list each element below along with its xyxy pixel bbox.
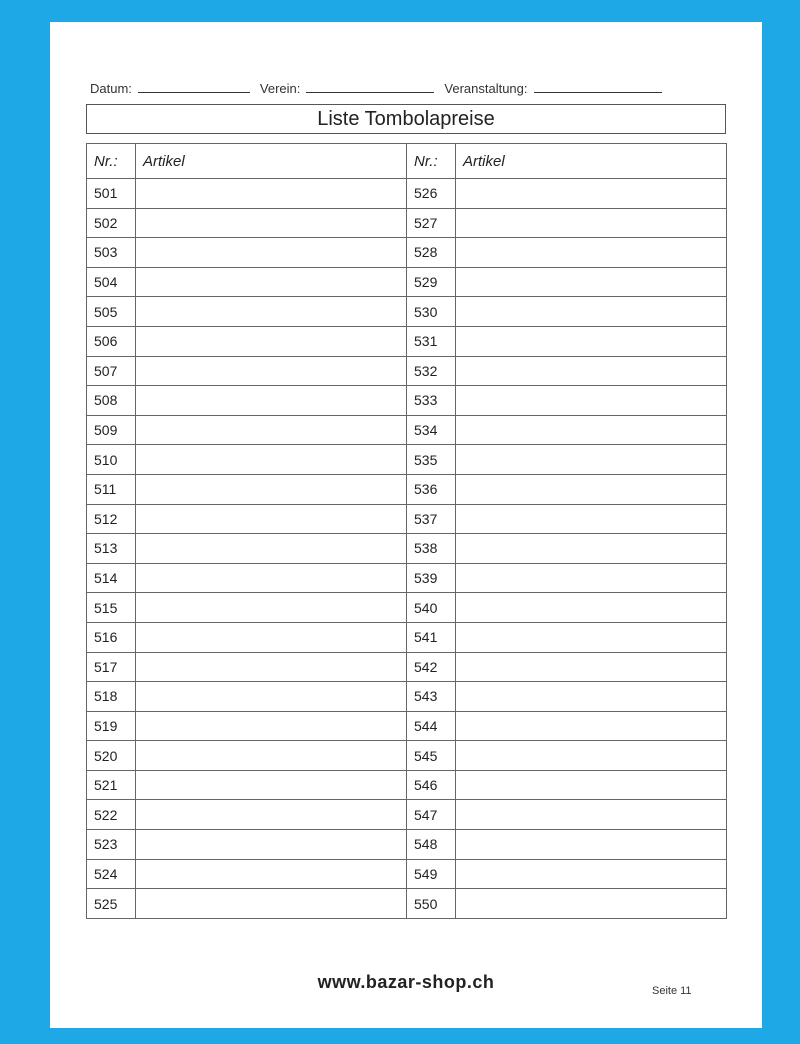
- nr-cell-left: 525: [87, 889, 136, 919]
- artikel-cell-left[interactable]: [136, 830, 407, 860]
- table-row: [87, 652, 727, 682]
- artikel-cell-right[interactable]: [456, 859, 727, 889]
- table-row: [87, 267, 727, 297]
- nr-cell-right: 549: [407, 859, 456, 889]
- table-row: [87, 208, 727, 238]
- datum-label: Datum:: [90, 81, 132, 96]
- artikel-cell-left[interactable]: [136, 445, 407, 475]
- nr-cell-right: 538: [407, 534, 456, 564]
- nr-cell-left: 517: [87, 652, 136, 682]
- page-number: Seite 11: [652, 985, 692, 997]
- artikel-cell-left[interactable]: [136, 356, 407, 386]
- nr-cell-right: 526: [407, 179, 456, 209]
- form-header-fields: [90, 80, 730, 96]
- artikel-cell-left[interactable]: [136, 534, 407, 564]
- nr-cell-left: 519: [87, 711, 136, 741]
- website-footer: www.bazar-shop.ch: [317, 972, 495, 992]
- artikel-cell-right[interactable]: [456, 356, 727, 386]
- page-title: Liste Tombolapreise: [317, 107, 495, 130]
- nr-header-left: Nr.:: [87, 144, 136, 179]
- table-row: [87, 593, 727, 623]
- artikel-cell-right[interactable]: [456, 682, 727, 712]
- nr-cell-right: 539: [407, 563, 456, 593]
- nr-header-right: Nr.:: [407, 144, 456, 179]
- table-row: [87, 830, 727, 860]
- nr-cell-right: 536: [407, 474, 456, 504]
- artikel-cell-left[interactable]: [136, 652, 407, 682]
- artikel-cell-right[interactable]: [456, 711, 727, 741]
- artikel-cell-right[interactable]: [456, 267, 727, 297]
- table-row: [87, 445, 727, 475]
- artikel-cell-left[interactable]: [136, 800, 407, 830]
- nr-cell-right: 530: [407, 297, 456, 327]
- nr-cell-right: 550: [407, 889, 456, 919]
- verein-line[interactable]: [306, 80, 434, 93]
- nr-cell-right: 543: [407, 682, 456, 712]
- artikel-cell-left[interactable]: [136, 326, 407, 356]
- table-row: [87, 297, 727, 327]
- prize-table: [86, 143, 727, 919]
- nr-cell-right: 531: [407, 326, 456, 356]
- table-row: [87, 238, 727, 268]
- nr-cell-left: 506: [87, 326, 136, 356]
- nr-cell-right: 548: [407, 830, 456, 860]
- artikel-cell-left[interactable]: [136, 563, 407, 593]
- table-row: [87, 415, 727, 445]
- nr-cell-right: 544: [407, 711, 456, 741]
- nr-cell-left: 507: [87, 356, 136, 386]
- nr-cell-left: 524: [87, 859, 136, 889]
- artikel-cell-right[interactable]: [456, 593, 727, 623]
- artikel-cell-right[interactable]: [456, 445, 727, 475]
- nr-cell-left: 522: [87, 800, 136, 830]
- artikel-cell-left[interactable]: [136, 238, 407, 268]
- artikel-cell-left[interactable]: [136, 386, 407, 416]
- nr-cell-left: 512: [87, 504, 136, 534]
- artikel-cell-left[interactable]: [136, 415, 407, 445]
- artikel-cell-right[interactable]: [456, 830, 727, 860]
- table-row: [87, 326, 727, 356]
- table-header-row: [87, 144, 727, 179]
- artikel-cell-left[interactable]: [136, 770, 407, 800]
- artikel-cell-left[interactable]: [136, 267, 407, 297]
- artikel-cell-right[interactable]: [456, 504, 727, 534]
- datum-field: [90, 80, 250, 96]
- verein-field: [260, 80, 434, 96]
- artikel-cell-left[interactable]: [136, 593, 407, 623]
- nr-cell-left: 515: [87, 593, 136, 623]
- table-row: [87, 859, 727, 889]
- table-row: [87, 179, 727, 209]
- artikel-cell-right[interactable]: [456, 534, 727, 564]
- form-sheet: [50, 22, 762, 1028]
- artikel-cell-right[interactable]: [456, 800, 727, 830]
- nr-cell-left: 502: [87, 208, 136, 238]
- nr-cell-right: 545: [407, 741, 456, 771]
- artikel-cell-right[interactable]: [456, 889, 727, 919]
- table-row: [87, 563, 727, 593]
- artikel-cell-right[interactable]: [456, 179, 727, 209]
- artikel-cell-left[interactable]: [136, 474, 407, 504]
- table-row: [87, 682, 727, 712]
- table-row: [87, 889, 727, 919]
- datum-line[interactable]: [138, 80, 250, 93]
- table-row: [87, 474, 727, 504]
- nr-cell-right: 542: [407, 652, 456, 682]
- artikel-header-right: Artikel: [456, 144, 727, 179]
- artikel-cell-right[interactable]: [456, 652, 727, 682]
- nr-cell-left: 514: [87, 563, 136, 593]
- table-row: [87, 534, 727, 564]
- artikel-cell-right[interactable]: [456, 770, 727, 800]
- nr-cell-right: 532: [407, 356, 456, 386]
- page-title-box: [86, 104, 726, 134]
- artikel-cell-right[interactable]: [456, 563, 727, 593]
- table-row: [87, 504, 727, 534]
- table-row: [87, 770, 727, 800]
- table-row: [87, 356, 727, 386]
- artikel-cell-right[interactable]: [456, 741, 727, 771]
- artikel-cell-right[interactable]: [456, 326, 727, 356]
- artikel-cell-left[interactable]: [136, 297, 407, 327]
- veranstaltung-line[interactable]: [534, 80, 662, 93]
- nr-cell-left: 511: [87, 474, 136, 504]
- nr-cell-right: 527: [407, 208, 456, 238]
- artikel-cell-left[interactable]: [136, 711, 407, 741]
- artikel-cell-left[interactable]: [136, 889, 407, 919]
- table-row: [87, 711, 727, 741]
- artikel-cell-right[interactable]: [456, 415, 727, 445]
- nr-cell-left: 501: [87, 179, 136, 209]
- nr-cell-right: 547: [407, 800, 456, 830]
- nr-cell-left: 520: [87, 741, 136, 771]
- artikel-cell-left[interactable]: [136, 504, 407, 534]
- veranstaltung-label: Veranstaltung:: [444, 81, 528, 96]
- nr-cell-left: 516: [87, 622, 136, 652]
- nr-cell-right: 540: [407, 593, 456, 623]
- artikel-cell-left[interactable]: [136, 741, 407, 771]
- artikel-cell-right[interactable]: [456, 238, 727, 268]
- verein-label: Verein:: [259, 81, 301, 96]
- nr-cell-left: 503: [87, 238, 136, 268]
- nr-cell-right: 546: [407, 770, 456, 800]
- artikel-cell-left[interactable]: [136, 859, 407, 889]
- nr-cell-left: 505: [87, 297, 136, 327]
- table-row: [87, 741, 727, 771]
- table-row: [87, 800, 727, 830]
- nr-cell-left: 513: [87, 534, 136, 564]
- artikel-cell-right[interactable]: [456, 386, 727, 416]
- nr-cell-left: 523: [87, 830, 136, 860]
- artikel-header-left: Artikel: [136, 144, 407, 179]
- artikel-cell-left[interactable]: [136, 208, 407, 238]
- artikel-cell-left[interactable]: [136, 179, 407, 209]
- artikel-cell-right[interactable]: [456, 474, 727, 504]
- nr-cell-left: 504: [87, 267, 136, 297]
- nr-cell-left: 518: [87, 682, 136, 712]
- nr-cell-left: 510: [87, 445, 136, 475]
- artikel-cell-right[interactable]: [456, 208, 727, 238]
- nr-cell-right: 528: [407, 238, 456, 268]
- table-row: [87, 386, 727, 416]
- nr-cell-left: 508: [87, 386, 136, 416]
- nr-cell-right: 541: [407, 622, 456, 652]
- nr-cell-right: 534: [407, 415, 456, 445]
- artikel-cell-left[interactable]: [136, 622, 407, 652]
- nr-cell-right: 537: [407, 504, 456, 534]
- nr-cell-right: 529: [407, 267, 456, 297]
- nr-cell-left: 521: [87, 770, 136, 800]
- veranstaltung-field: [444, 80, 661, 96]
- artikel-cell-right[interactable]: [456, 297, 727, 327]
- nr-cell-right: 535: [407, 445, 456, 475]
- table-row: [87, 622, 727, 652]
- artikel-cell-right[interactable]: [456, 622, 727, 652]
- artikel-cell-left[interactable]: [136, 682, 407, 712]
- nr-cell-left: 509: [87, 415, 136, 445]
- nr-cell-right: 533: [407, 386, 456, 416]
